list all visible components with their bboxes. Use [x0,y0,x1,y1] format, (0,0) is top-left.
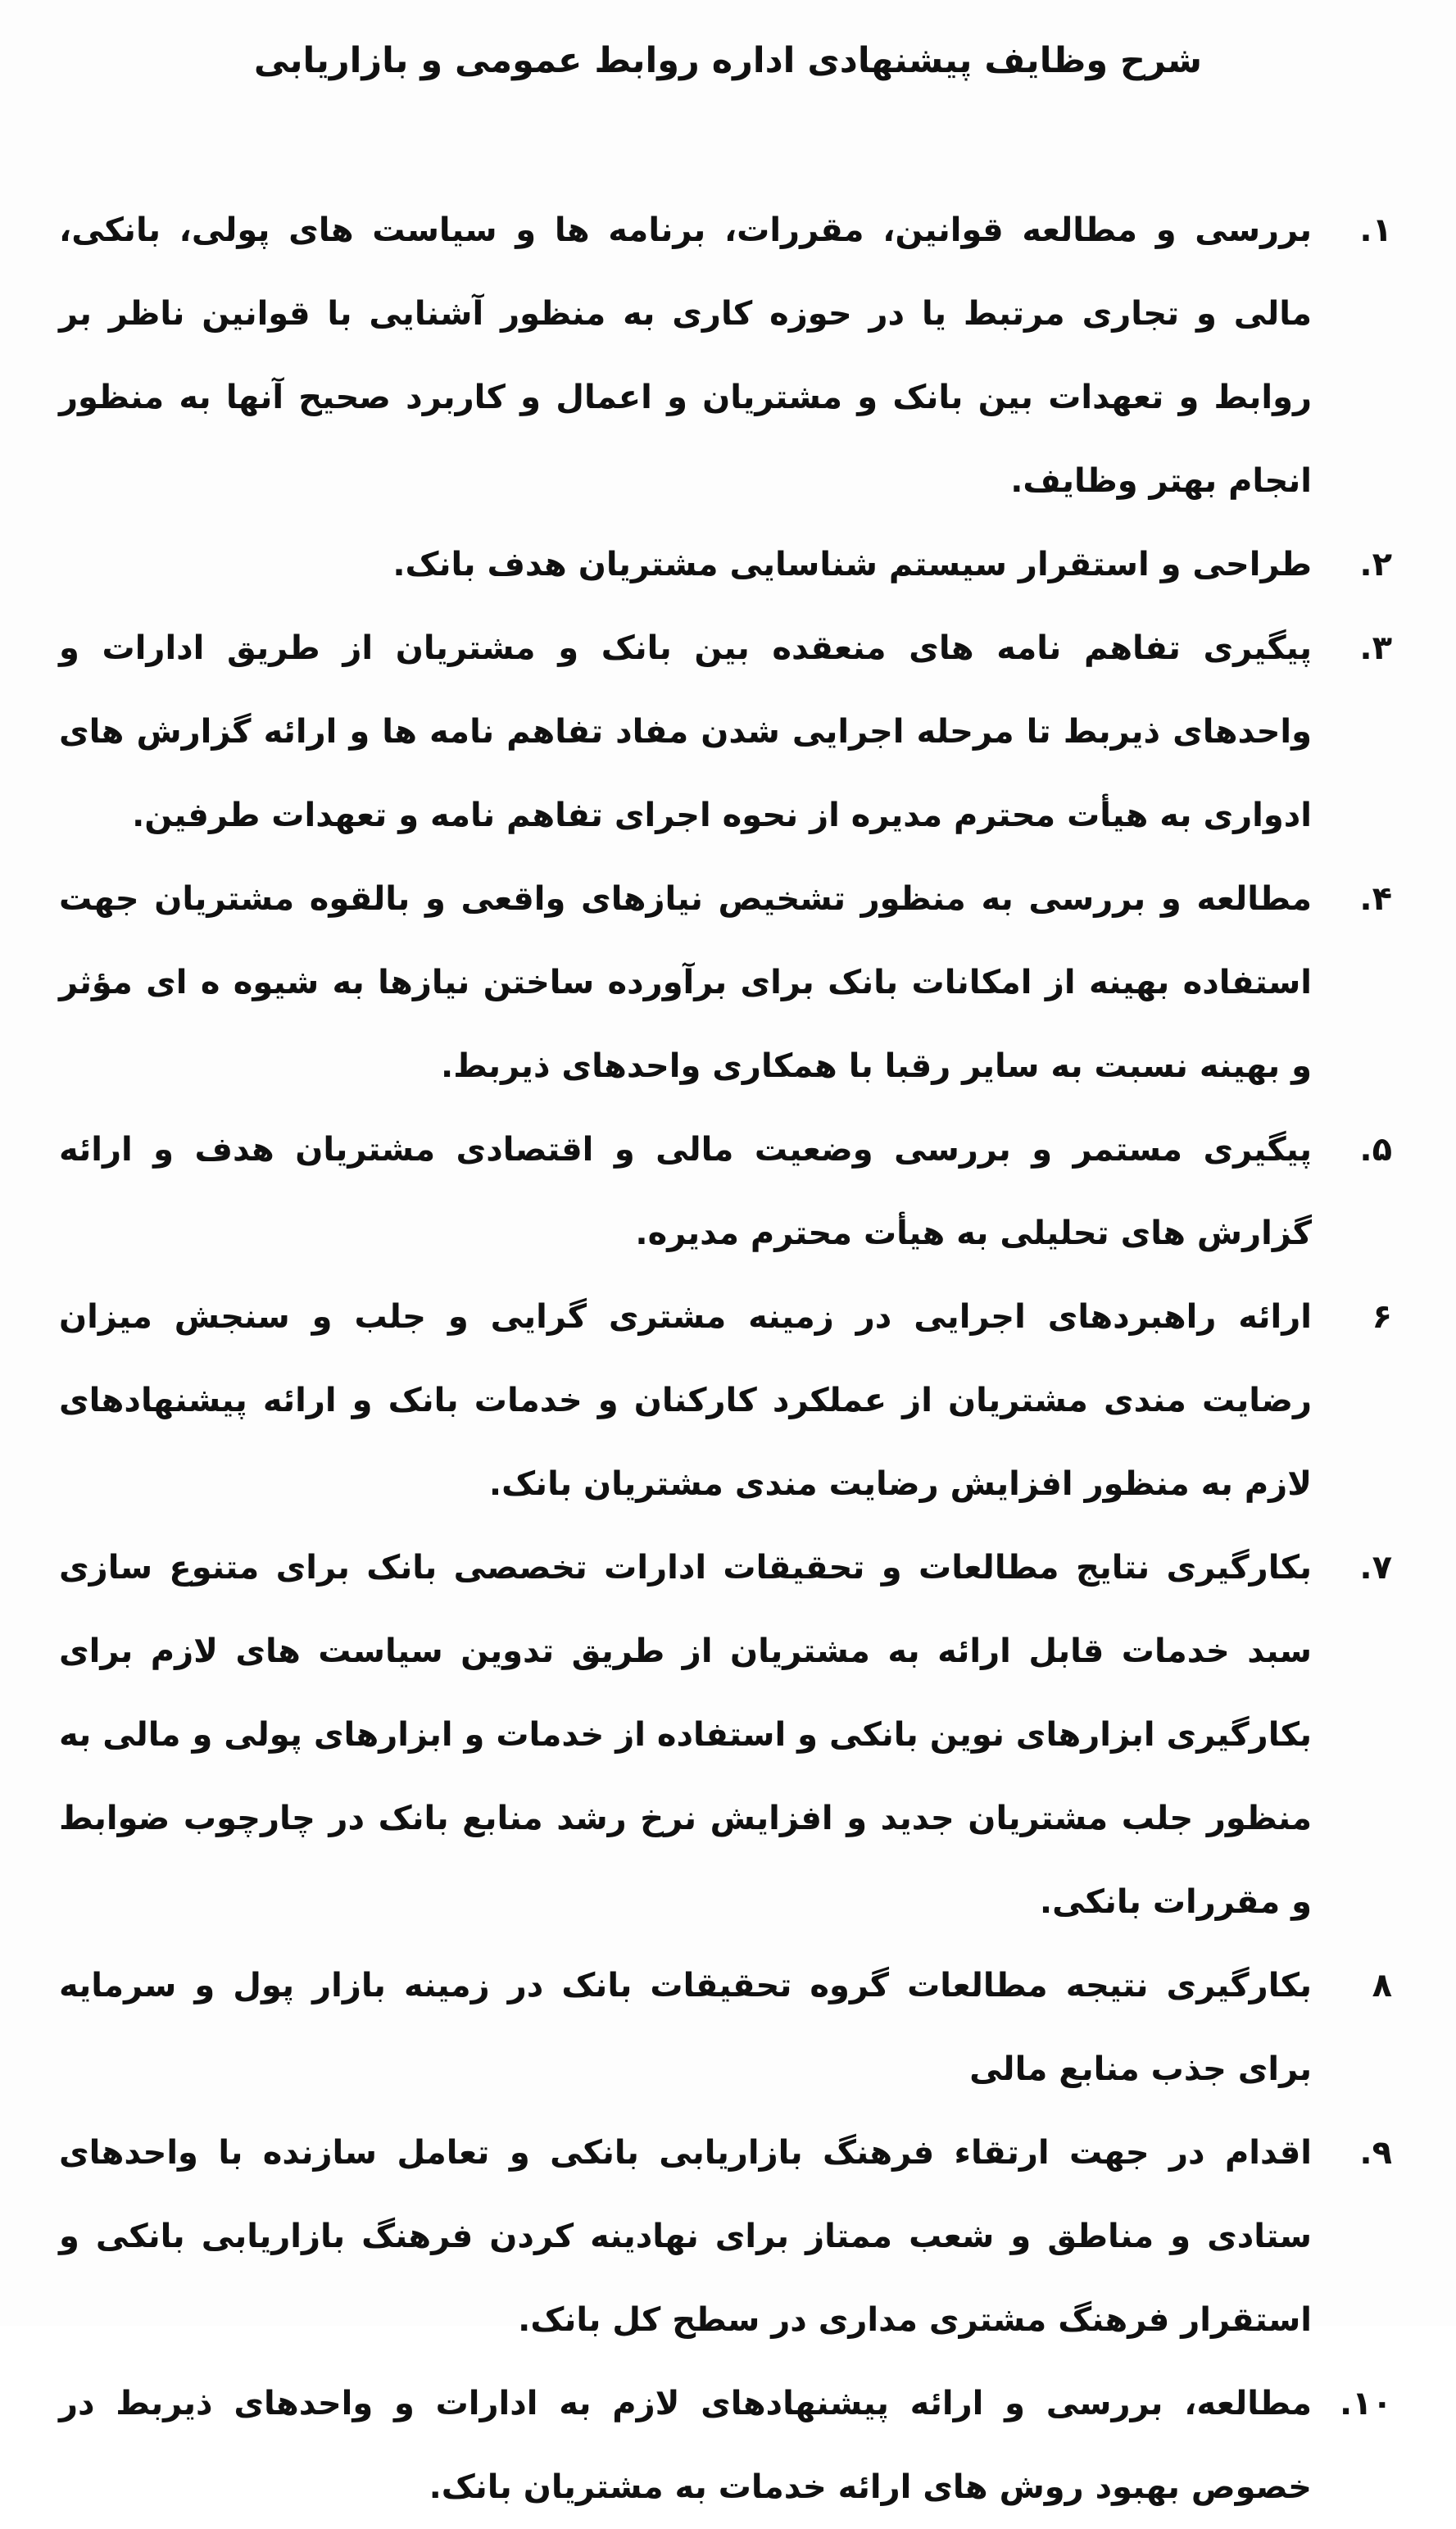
item-number: ۶ [1372,1298,1392,1336]
item-text: بررسی و مطالعه قوانین، مقررات، برنامه ها و سیاست های پولی، بانکی، مالی و تجاری مرتبط یا در حوزه کاری به منظور آشنایی با قوانین ناظر بر روابط و تعهدات بین بانک و مشتریان و اعمال و کاربرد صحیح آنها به منظور انجام بهتر وظایف. [59,211,1312,500]
item-number: ۴. [1359,880,1392,918]
item-text: طراحی و استقرار سیستم شناسایی مشتریان هدف بانک. [392,546,1312,583]
list-item [59,2362,1397,2529]
item-number: ۵. [1359,1131,1392,1169]
item-number: ۷. [1359,1549,1392,1587]
document-title: شرح وظایف پیشنهادی اداره روابط عمومی و بازاریابی [253,40,1203,81]
list-item [59,857,1397,1108]
item-text: پیگیری مستمر و بررسی وضعیت مالی و اقتصادی مشتریان هدف و ارائه گزارش های تحلیلی به هیأت محترم مدیره. [59,1131,1312,1252]
item-number: ۱۰. [1339,2385,1392,2422]
item-text: بکارگیری نتایج مطالعات و تحقیقات ادارات تخصصی بانک برای متنوع سازی سبد خدمات قابل ارائه به مشتریان از طریق تدوین سیاست های لازم برای بکارگیری ابزارهای نوین بانکی و استفاده از خدمات و ابزارهای پولی و مالی به منظور جلب مشتریان جدید و افزایش نرخ رشد منابع بانک در چارچوب ضوابط و مقررات بانکی. [59,1549,1312,1921]
list-item [59,2111,1397,2362]
item-number: ۱. [1359,211,1392,249]
item-text: مطالعه، بررسی و ارائه پیشنهادهای لازم به ادارات و واحدهای ذیربط در خصوص بهبود روش های ارائه خدمات به مشتریان بانک. [59,2385,1312,2506]
list-item [59,1944,1397,2111]
list-item [59,188,1397,523]
item-text: اقدام در جهت ارتقاء فرهنگ بازاریابی بانکی و تعامل سازنده با واحدهای ستادی و مناطق و شعب ممتاز برای نهادینه کردن فرهنگ بازاریابی بانکی و استقرار فرهنگ مشتری مداری در سطح کل بانک. [59,2134,1312,2339]
item-number: ۲. [1359,546,1392,583]
list-item [59,523,1397,606]
item-number: ۳. [1359,629,1392,667]
item-text: بکارگیری نتیجه مطالعات گروه تحقیقات بانک در زمینه بازار پول و سرمایه برای جذب منابع مالی [59,1967,1312,2088]
duties-list [59,188,1397,2529]
list-item [59,606,1397,857]
item-number: ۹. [1359,2134,1392,2172]
item-text: مطالعه و بررسی به منظور تشخیص نیازهای واقعی و بالقوه مشتریان جهت استفاده بهینه از امکانات بانک برای برآورده ساختن نیازها به شیوه ه ای مؤثر و بهینه نسبت به سایر رقبا با همکاری واحدهای ذیربط. [59,880,1312,1085]
list-item [59,1275,1397,1526]
list-item [59,1108,1397,1275]
item-number: ۸ [1372,1967,1392,2005]
list-item [59,1526,1397,1944]
item-text: ارائه راهبردهای اجرایی در زمینه مشتری گرایی و جلب و سنجش میزان رضایت مندی مشتریان از عملکرد کارکنان و خدمات بانک و ارائه پیشنهادهای لازم به منظور افزایش رضایت مندی مشتریان بانک. [59,1298,1312,1503]
item-text: پیگیری تفاهم نامه های منعقده بین بانک و مشتریان از طریق ادارات و واحدهای ذیربط تا مرحله اجرایی شدن مفاد تفاهم نامه ها و ارائه گزارش های ادواری به هیأت محترم مدیره از نحوه اجرای تفاهم نامه و تعهدات طرفین. [59,629,1312,834]
